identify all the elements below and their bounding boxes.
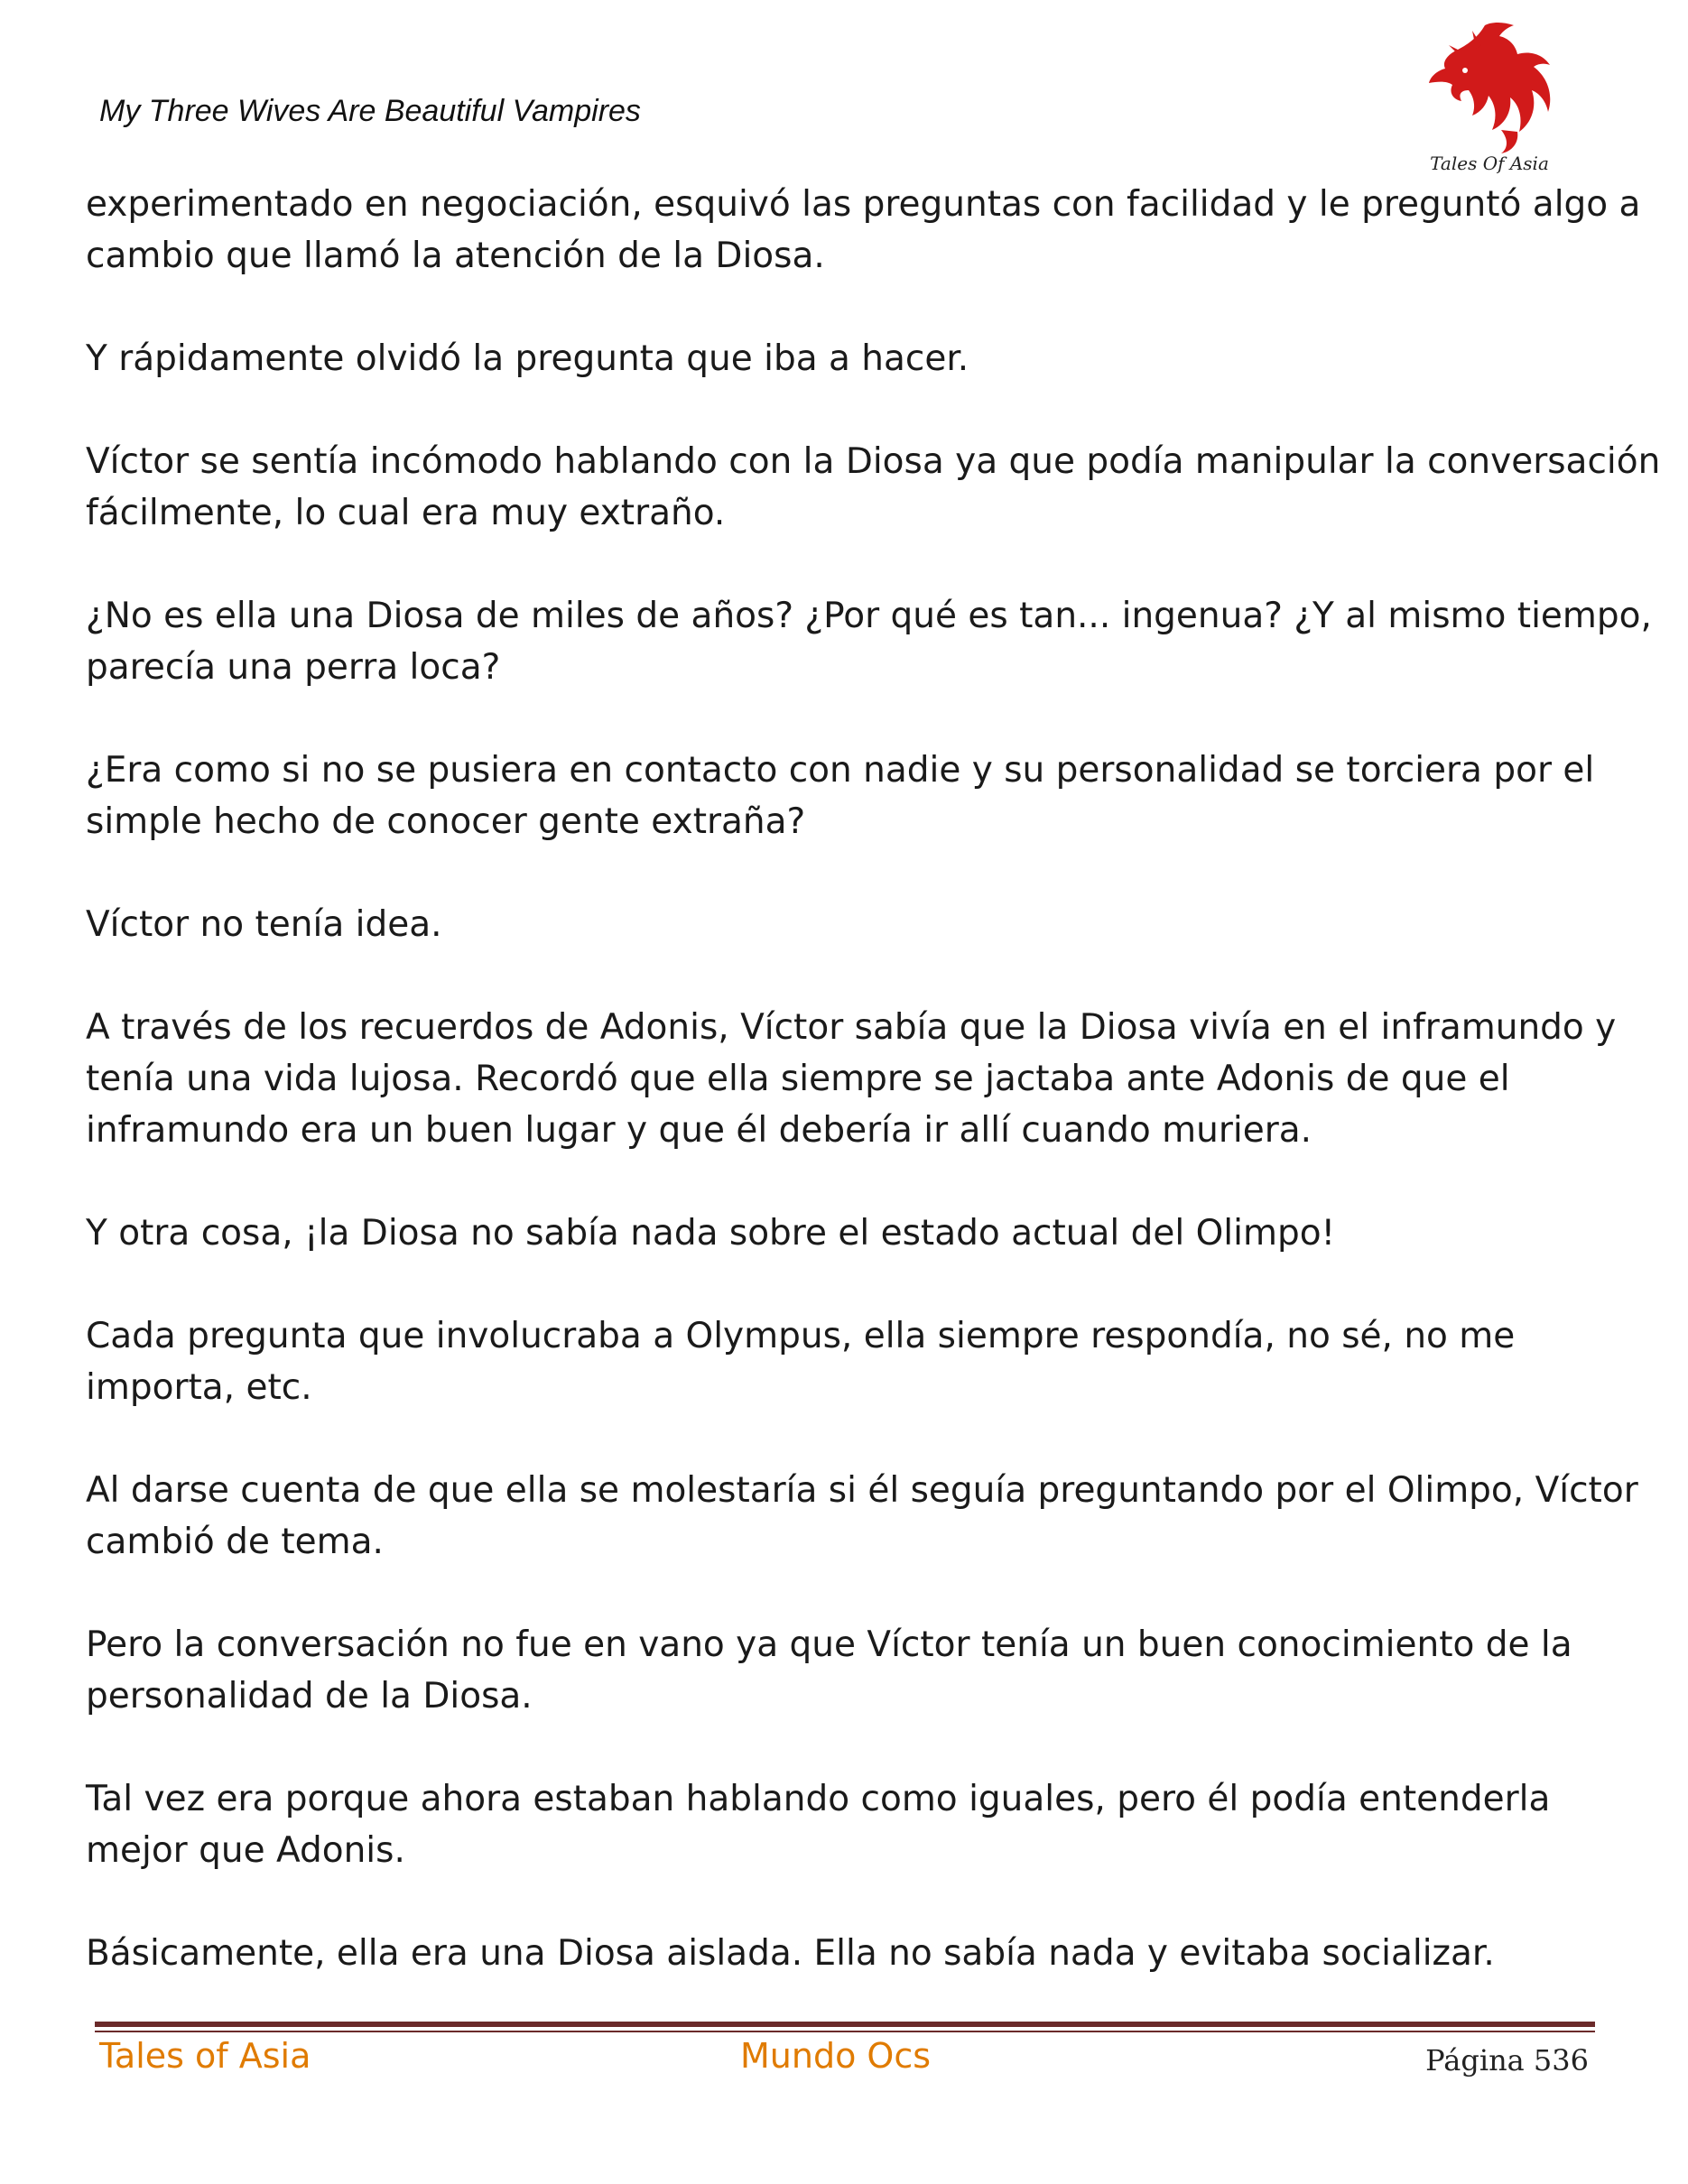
footer-group-name: Mundo Ocs	[740, 2036, 932, 2076]
paragraph-line: cambió de tema.	[86, 1522, 384, 1562]
paragraph-line: ¿Era como si no se pusiera en contacto con nadie y su personalidad se torciera por el	[86, 750, 1595, 791]
page-number: Página 536	[1425, 2043, 1589, 2078]
paragraph	[86, 1310, 1620, 1413]
paragraph-line: Tal vez era porque ahora estaban hablando como iguales, pero él podía entenderla	[86, 1779, 1551, 1819]
paragraph-line: Víctor se sentía incómodo hablando con la Diosa ya que podía manipular la conversación	[86, 441, 1661, 482]
paragraph-line: parecía una perra loca?	[86, 647, 501, 688]
paragraph-line: cambio que llamó la atención de la Diosa.	[86, 236, 825, 276]
paragraph	[86, 179, 1641, 282]
paragraph-line: inframundo era un buen lugar y que él debería ir allí cuando muriera.	[86, 1110, 1312, 1151]
paragraph-line: Víctor no tenía idea.	[86, 904, 442, 945]
tales-of-asia-logo	[1422, 18, 1557, 180]
paragraph	[86, 590, 1652, 693]
footer-site-name: Tales of Asia	[99, 2036, 311, 2076]
logo-text: Tales Of Asia	[1430, 153, 1549, 174]
paragraph-line: ¿No es ella una Diosa de miles de años? ¿Por qué es tan... ingenua? ¿Y al mismo tiempo,	[86, 596, 1652, 636]
paragraph-line: personalidad de la Diosa.	[86, 1676, 533, 1717]
paragraph-line: A través de los recuerdos de Adonis, Víctor sabía que la Diosa vivía en el inframundo y	[86, 1007, 1617, 1048]
paragraph-line: Pero la conversación no fue en vano ya que Víctor tenía un buen conocimiento de la	[86, 1624, 1572, 1665]
paragraph-line: tenía una vida lujosa. Recordó que ella siempre se jactaba ante Adonis de que el	[86, 1059, 1510, 1099]
paragraph-line: mejor que Adonis.	[86, 1830, 405, 1871]
paragraph	[86, 1928, 1620, 1979]
paragraph-line: Cada pregunta que involucraba a Olympus, ella siempre respondía, no sé, no me	[86, 1316, 1516, 1356]
paragraph-line: Al darse cuenta de que ella se molestaría si él seguía preguntando por el Olimpo, Víctor	[86, 1470, 1638, 1511]
paragraph-line: fácilmente, lo cual era muy extraño.	[86, 493, 726, 533]
paragraph-line: Y otra cosa, ¡la Diosa no sabía nada sobre el estado actual del Olimpo!	[86, 1213, 1336, 1254]
paragraph-line: simple hecho de conocer gente extraña?	[86, 801, 806, 842]
body-text	[86, 179, 1661, 2031]
paragraph-line: Básicamente, ella era una Diosa aislada. Ella no sabía nada y evitaba socializar.	[86, 1933, 1495, 1974]
paragraph-line: experimentado en negociación, esquivó las preguntas con facilidad y le preguntó algo a	[86, 184, 1641, 225]
header-title: My Three Wives Are Beautiful Vampires	[99, 94, 641, 128]
footer-rule-thick	[95, 2022, 1595, 2027]
paragraph-line: importa, etc.	[86, 1367, 312, 1408]
paragraph-line: Y rápidamente olvidó la pregunta que iba a hacer.	[86, 338, 969, 379]
paragraph	[86, 1773, 1620, 1876]
paragraph	[86, 745, 1620, 847]
paragraph	[86, 436, 1661, 539]
footer-rule-thin	[95, 2031, 1595, 2032]
paragraph	[86, 899, 1620, 950]
paragraph	[86, 1208, 1620, 1259]
paragraph	[86, 1002, 1620, 1156]
paragraph	[86, 1465, 1638, 1568]
paragraph	[86, 1619, 1620, 1722]
paragraph	[86, 333, 1620, 384]
